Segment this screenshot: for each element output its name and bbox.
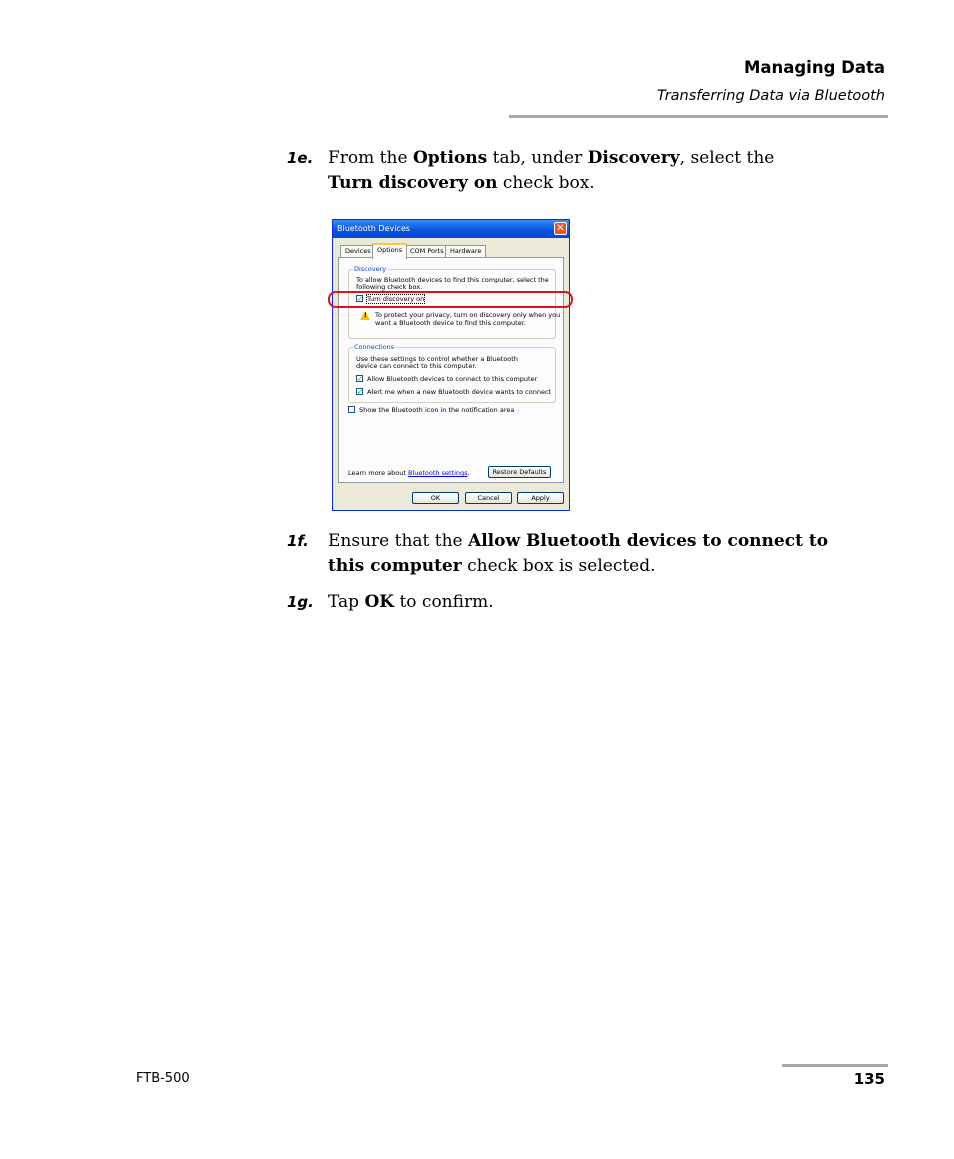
learn-more-prefix: Learn more about [348,469,408,477]
restore-defaults-button[interactable]: Restore Defaults [488,466,551,478]
page-section-title: Managing Data [743,58,885,77]
close-icon[interactable]: ✕ [554,222,567,235]
tab-hardware[interactable]: Hardware [445,245,486,257]
bold-term-allow-connect: Allow Bluetooth devices to connect to this computer [328,531,829,576]
footer-rule [782,1064,888,1067]
step-text [328,590,847,615]
text-run: Ensure that the [328,531,469,551]
page-subsection-title: Transferring Data via Bluetooth [656,88,885,104]
text-run: check box is selected. [461,556,656,576]
alert-new-device-label[interactable]: Alert me when a new Bluetooth device wants to connect [367,388,552,396]
tab-com-ports[interactable]: COM Ports [405,245,449,257]
show-icon-checkbox[interactable] [348,406,355,413]
connections-description: device can connect to this computer. [356,362,477,370]
bold-term-discovery: Discovery [587,148,680,168]
show-icon-label[interactable]: Show the Bluetooth icon in the notification area [359,406,515,414]
step-number: 1e. [287,149,314,167]
bold-term-ok: OK [364,592,395,612]
discovery-description: following check box. [356,283,423,291]
step-number: 1g. [287,593,314,611]
warning-icon [360,311,370,320]
dialog-title: Bluetooth Devices [337,224,410,233]
cancel-button[interactable]: Cancel [465,492,512,504]
step-text [328,529,847,579]
tab-options[interactable]: Options [372,243,407,259]
bold-term-options: Options [412,148,488,168]
turn-discovery-on-label[interactable]: Turn discovery on [367,295,425,303]
bold-term-turn-discovery-on: Turn discovery on [328,173,498,193]
connections-group [348,343,556,403]
page-number: 135 [853,1070,885,1088]
discovery-description: To allow Bluetooth devices to find this computer, select the [356,276,549,284]
discovery-group-label: Discovery [354,265,387,273]
dialog-titlebar [333,220,569,238]
privacy-warning: To protect your privacy, turn on discovery only when you [375,311,561,319]
text-run: , select the [679,148,775,168]
connections-description: Use these settings to control whether a Bluetooth [356,355,518,363]
connections-group-label: Connections [354,343,395,351]
turn-discovery-on-checkbox[interactable]: ✓ [357,295,363,303]
ok-button[interactable]: OK [412,492,459,504]
apply-button[interactable]: Apply [517,492,564,504]
footer-product: FTB-500 [136,1071,190,1086]
learn-more-suffix: . [467,469,470,477]
bluetooth-settings-link[interactable]: Bluetooth settings [407,469,468,477]
header-rule [509,115,888,118]
highlight-callout [328,291,573,308]
text-run: tab, under [487,148,588,168]
step-text [328,146,847,196]
bluetooth-devices-dialog [332,219,570,511]
text-run: check box. [497,173,595,193]
privacy-warning: want a Bluetooth device to find this computer. [375,319,526,327]
step-1f [287,529,847,579]
step-1g [287,590,847,615]
allow-connect-label[interactable]: Allow Bluetooth devices to connect to this computer [367,375,538,383]
tab-devices[interactable]: Devices [340,245,376,257]
text-run: Tap [328,592,365,612]
text-run: to confirm. [394,592,494,612]
text-run: From the [328,148,413,168]
alert-new-device-checkbox[interactable]: ✓ [357,388,363,396]
learn-more-text [348,469,470,477]
step-1e [287,146,847,196]
allow-connect-checkbox[interactable]: ✓ [357,375,363,383]
step-number: 1f. [287,532,309,550]
